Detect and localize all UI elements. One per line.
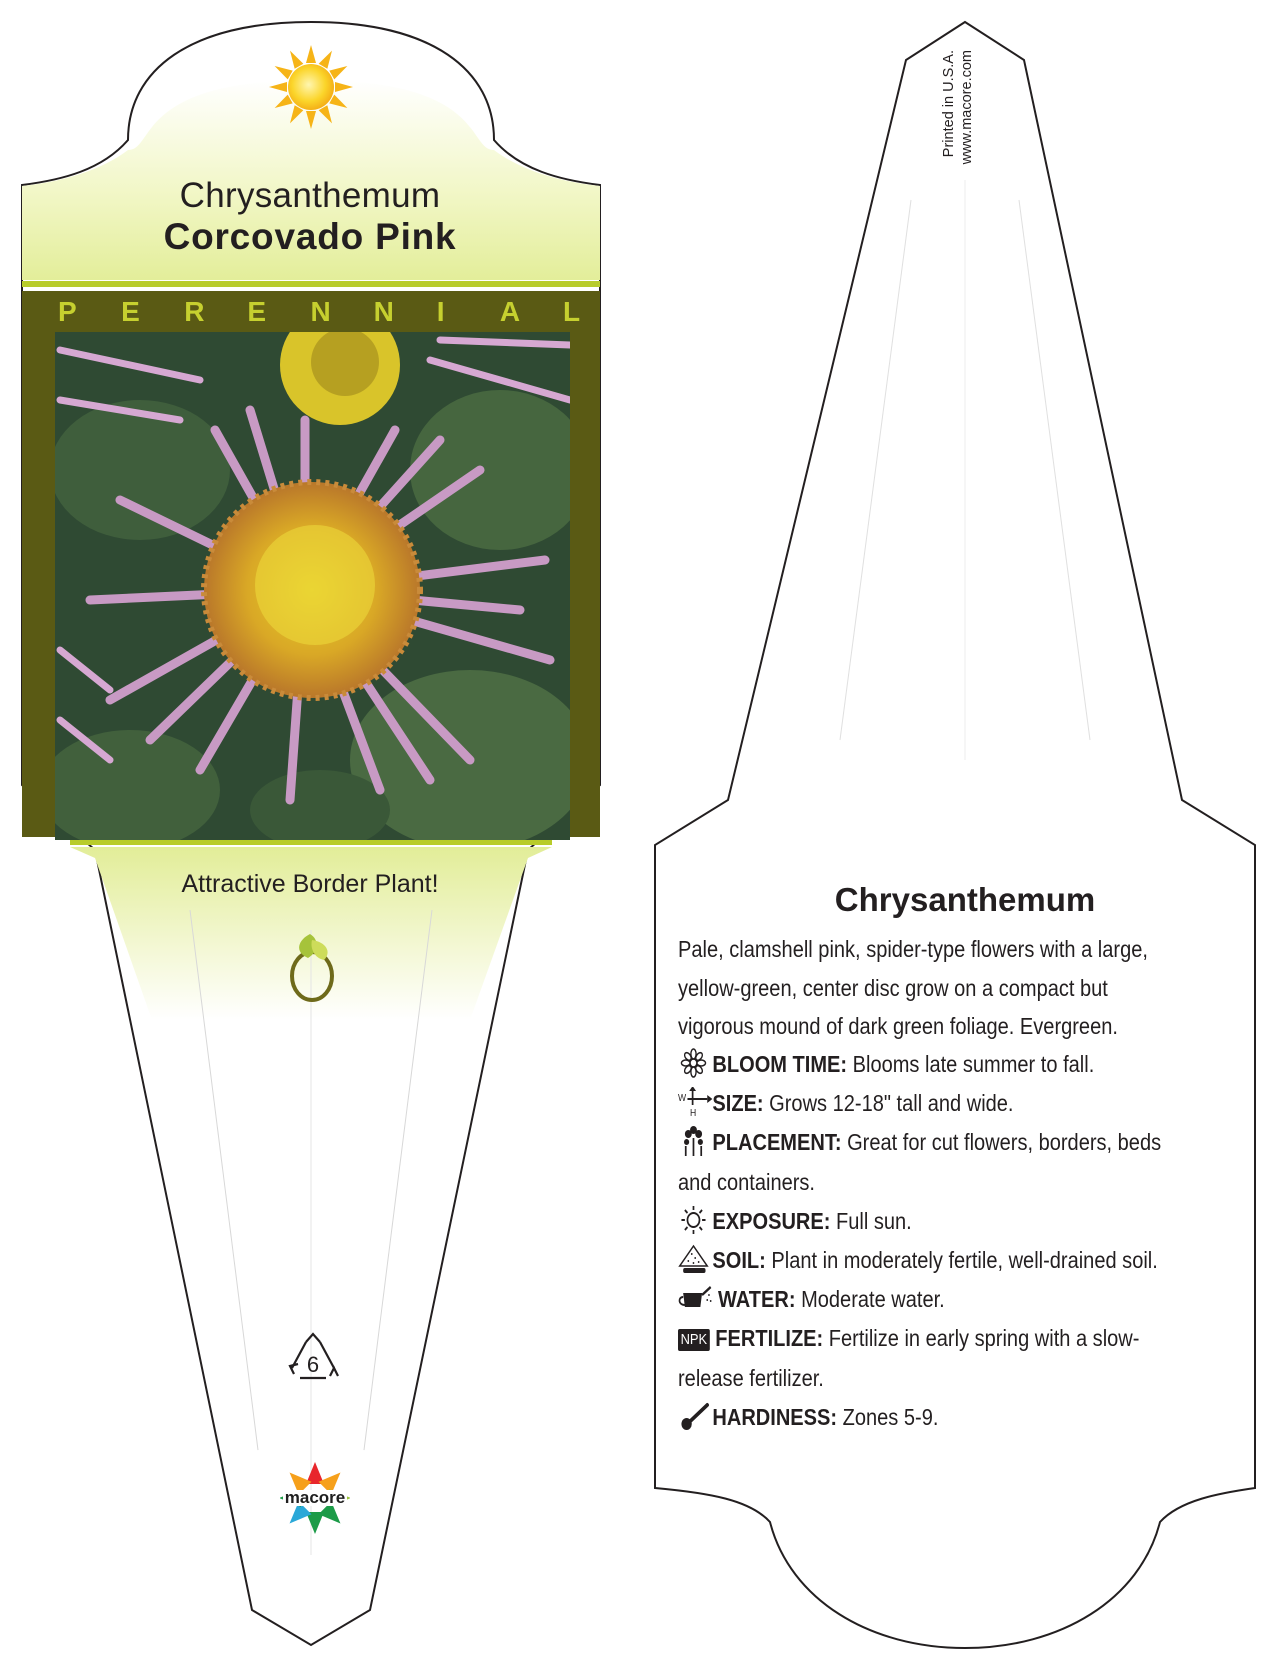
category-letter: L [563, 296, 581, 327]
category-letter: I [436, 296, 445, 327]
care-text: Blooms late summer to fall. [847, 1051, 1095, 1077]
care-text: Moderate water. [795, 1286, 945, 1313]
macore-wordmark: macore [284, 1488, 346, 1507]
care-text: Plant in moderately fertile, well-drained soil. [765, 1247, 1158, 1274]
care-item-water [678, 1280, 1194, 1319]
care-label: WATER: [717, 1286, 796, 1313]
care-item-bloom-time [678, 1045, 1194, 1084]
care-item-size [678, 1084, 1194, 1123]
care-text: Fertilize in early spring with a slow-release fertilizer. [678, 1325, 1140, 1391]
care-item-placement [678, 1123, 1194, 1201]
category-letter: N [373, 296, 394, 327]
placement-flowers-icon [678, 1126, 712, 1156]
care-label: SIZE: [712, 1090, 764, 1117]
back-heading: Chrysanthemum [834, 881, 1096, 918]
npk-fertilizer-icon: NPK [678, 1329, 710, 1351]
flower-icon [678, 1048, 712, 1078]
watering-can-icon [678, 1283, 712, 1313]
category-letter: A [499, 296, 521, 327]
care-text: Zones 5-9. [837, 1403, 939, 1430]
category-letter: R [184, 296, 205, 327]
category-letter: N [310, 296, 331, 327]
care-text: Grows 12-18" tall and wide. [763, 1090, 1014, 1117]
category-letter: E [121, 296, 140, 327]
care-label: PLACEMENT: [712, 1129, 842, 1156]
tagline: Attractive Border Plant! [181, 870, 439, 898]
recycle-number: 6 [306, 1352, 320, 1377]
category-letter: E [247, 296, 267, 327]
sun-icon [678, 1205, 712, 1235]
category-letter: P [58, 296, 77, 327]
soil-pile-icon [678, 1244, 712, 1274]
care-item-exposure [678, 1202, 1194, 1241]
care-text: Great for cut flowers, borders, beds and containers. [678, 1129, 1162, 1195]
thermometer-icon [678, 1401, 712, 1431]
care-label: FERTILIZE: [715, 1325, 824, 1352]
website-url: www.macore.com [959, 50, 975, 165]
care-label: SOIL: [712, 1247, 766, 1274]
care-list [678, 1045, 1194, 1437]
plant-genus-title: Chrysanthemum [179, 176, 441, 215]
printed-info [940, 50, 976, 220]
care-item-soil [678, 1241, 1194, 1280]
care-label: HARDINESS: [712, 1403, 838, 1430]
size-icon-h: H [690, 1107, 697, 1118]
size-arrows-icon [678, 1087, 712, 1117]
plant-variety-title: Corcovado Pink [163, 216, 457, 257]
printed-country: Printed in U.S.A. [941, 50, 957, 158]
care-label: EXPOSURE: [712, 1207, 831, 1234]
size-icon-w: W [678, 1092, 687, 1104]
plant-description: Pale, clamshell pink, spider-type flowers with a large, yellow-green, center disc grow on a compact but vigorous mound of dark green foliage. Evergreen. [678, 936, 1148, 1039]
care-item-hardiness [678, 1398, 1194, 1437]
care-item-fertilize [678, 1319, 1194, 1397]
care-text: Full sun. [830, 1207, 912, 1234]
care-label: BLOOM TIME: [712, 1051, 848, 1077]
